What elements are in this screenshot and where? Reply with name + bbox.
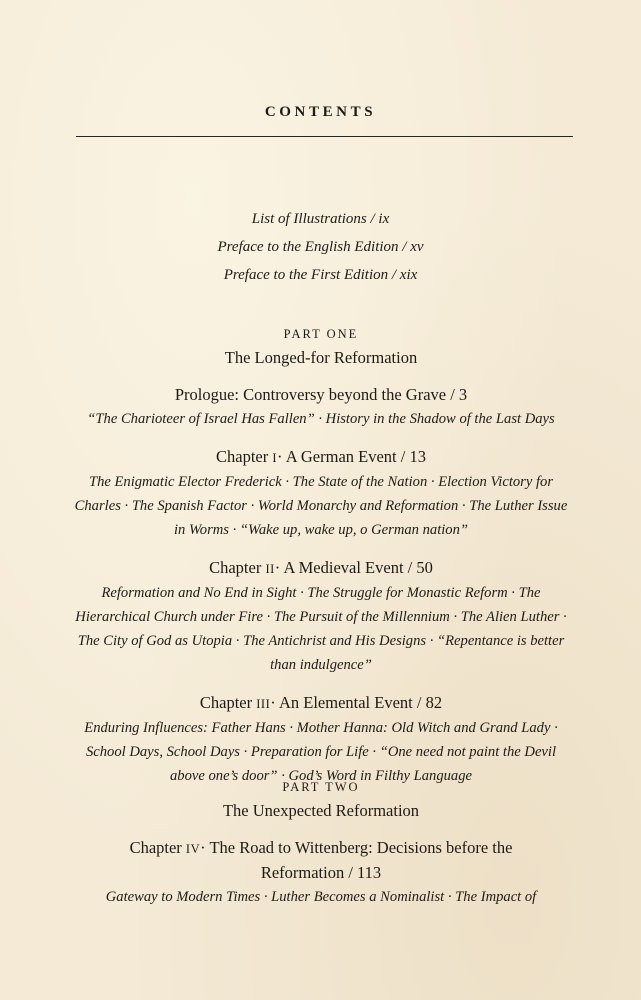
chapter-title: · The Road to Wittenberg: Decisions before the Reformation / 113: [200, 838, 513, 882]
chapter-3-subtopics: Enduring Influences: Father Hans · Mother Hanna: Old Witch and Grand Lady · School Days, School Days · Preparation for Life · “One need not paint the Devil above one’s door” · God’s Word in Filthy Language: [84, 720, 558, 784]
chapter-prefix: Chapter: [216, 447, 269, 466]
prologue-entry[interactable]: [70, 383, 572, 431]
chapter-4-subtopics: Gateway to Modern Times · Luther Becomes a Nominalist · The Impact of: [105, 889, 537, 905]
heading-rule: [76, 136, 573, 137]
part-title: The Longed-for Reformation: [224, 348, 418, 367]
chapter-title: · A German Event / 13: [277, 447, 426, 466]
chapter-prefix: Chapter: [129, 838, 182, 857]
prologue-subtopics: “The Charioteer of Israel Has Fallen” · History in the Shadow of the Last Days: [87, 411, 555, 427]
chapter-3-heading[interactable]: [70, 691, 572, 716]
part-label: PART TWO: [282, 780, 360, 794]
front-matter-item-preface-first[interactable]: Preface to the First Edition / xix: [223, 267, 418, 283]
chapter-1-subtopics: The Enigmatic Elector Frederick · The State of the Nation · Election Victory for Charles · The Spanish Factor · World Monarchy and Reformation · The Luther Issue in Worms · “Wake up, wake up, o German nation”: [74, 474, 568, 538]
chapter-1-heading[interactable]: [70, 445, 572, 470]
chapter-numeral: II: [265, 562, 275, 576]
chapter-1-entry[interactable]: [70, 445, 572, 542]
chapter-3-entry[interactable]: [70, 691, 572, 788]
chapter-2-subtopics: Reformation and No End in Sight · The Struggle for Monastic Reform · The Hierarchical Church under Fire · The Pursuit of the Millennium · The Alien Luther · The City of God as Utopia · The Antichrist and His Designs · “Repentance is better than indulgence”: [75, 585, 567, 673]
chapter-prefix: Chapter: [199, 693, 253, 712]
front-matter-item-preface-english[interactable]: Preface to the English Edition / xv: [217, 239, 424, 255]
part-label: PART ONE: [283, 327, 359, 341]
part-one-section: [70, 326, 572, 788]
chapter-numeral: III: [256, 697, 271, 711]
chapter-4-heading[interactable]: [70, 836, 572, 885]
chapter-2-heading[interactable]: [70, 556, 572, 581]
chapter-4-entry[interactable]: [70, 836, 572, 909]
chapter-numeral: I: [272, 451, 278, 465]
chapter-2-entry[interactable]: [70, 556, 572, 677]
part-title: The Unexpected Reformation: [222, 801, 420, 820]
contents-heading: CONTENTS: [264, 104, 377, 120]
part-two-section: [70, 779, 572, 909]
chapter-prefix: Chapter: [209, 558, 262, 577]
chapter-title: · A Medieval Event / 50: [274, 558, 433, 577]
front-matter-item-illustrations[interactable]: List of Illustrations / ix: [251, 211, 390, 227]
prologue-heading[interactable]: Prologue: Controversy beyond the Grave / 3: [174, 385, 468, 404]
chapter-numeral: IV: [185, 842, 201, 856]
front-matter-list: [0, 205, 641, 289]
chapter-title: · An Elemental Event / 82: [270, 693, 443, 712]
